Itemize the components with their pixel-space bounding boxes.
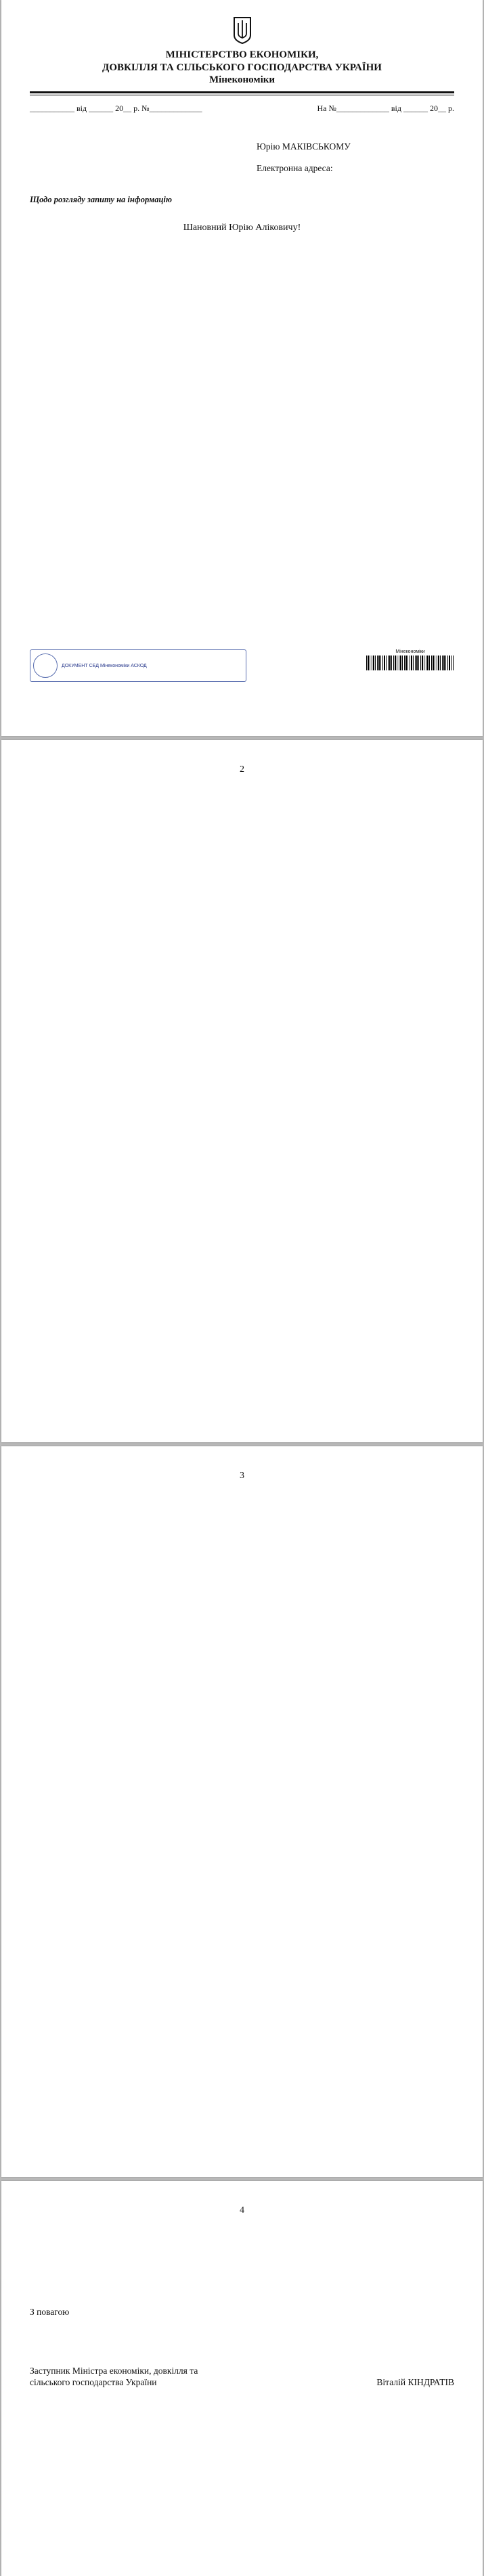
paragraph — [30, 1519, 454, 1530]
stamp-line: ДОКУМЕНТ СЕД Мінекономіки АСКОД — [62, 663, 147, 668]
barcode-icon — [366, 656, 454, 670]
signer-name: Віталій КІНДРАТІВ — [376, 2377, 454, 2387]
paragraph — [30, 850, 454, 860]
ministry-title-2: ДОВКІЛЛЯ ТА СІЛЬСЬКОГО ГОСПОДАРСТВА УКРАЇНИ — [102, 62, 382, 73]
seal-icon — [33, 653, 58, 678]
registration-barcode — [366, 649, 454, 682]
paragraph — [30, 1568, 454, 1579]
page-4 — [1, 2181, 483, 2576]
paragraph — [30, 813, 454, 824]
outgoing-reference: ___________ від ______ 20__ р. №_____________ — [30, 104, 202, 113]
signature-row — [30, 2365, 454, 2388]
salutation: Шановний Юрію Аліковичу! — [183, 223, 301, 233]
paragraph — [30, 1580, 454, 1591]
page-2 — [1, 740, 483, 1442]
paragraph — [30, 2230, 454, 2240]
page-number: 3 — [240, 1471, 244, 1481]
signer-position: Заступник Міністра економіки, довкілля та сільського господарства України — [30, 2366, 198, 2387]
page-number: 4 — [240, 2205, 244, 2215]
closing-regards: З повагою — [30, 2307, 70, 2317]
page-number: 2 — [240, 764, 244, 775]
paragraph — [30, 258, 454, 269]
paragraph — [30, 825, 454, 836]
paragraph — [30, 789, 454, 800]
incoming-reference: На №_____________ від ______ 20__ р. — [317, 104, 454, 113]
ministry-short-name: Мінекономіки — [208, 74, 276, 85]
paragraph — [30, 2242, 454, 2253]
ministry-title-1: МІНІСТЕРСТВО ЕКОНОМІКИ, — [165, 49, 319, 60]
recipient-email-label: Електронна адреса: — [257, 163, 333, 173]
recipient-block — [257, 141, 454, 175]
page-3 — [1, 1446, 483, 2177]
letterhead-divider-thick — [30, 91, 454, 93]
paragraph — [30, 1495, 454, 1506]
recipient-name: Юрію МАКІВСЬКОМУ — [257, 141, 351, 152]
paragraph — [30, 874, 454, 885]
paragraph — [30, 1507, 454, 1518]
paragraph — [30, 306, 454, 317]
signature-stamp-row — [30, 649, 454, 682]
paragraph — [30, 1556, 454, 1567]
paragraph — [30, 319, 454, 329]
paragraph — [30, 270, 454, 281]
paragraph — [30, 294, 454, 305]
page-1 — [1, 0, 483, 736]
reference-row — [30, 104, 454, 114]
paragraph — [30, 282, 454, 293]
paragraph — [30, 801, 454, 812]
paragraph — [30, 862, 454, 873]
underlined-paragraph — [30, 886, 454, 897]
paragraph — [30, 246, 454, 256]
trident-emblem-icon — [232, 16, 252, 45]
letter-subject: Щодо розгляду запиту на інформацію — [30, 195, 172, 204]
paragraph — [30, 837, 454, 848]
paragraph — [30, 1544, 454, 1555]
e-signature-stamp — [30, 649, 246, 682]
barcode-label: Мінекономіки — [395, 649, 425, 654]
underlined-paragraph — [30, 1532, 454, 1542]
